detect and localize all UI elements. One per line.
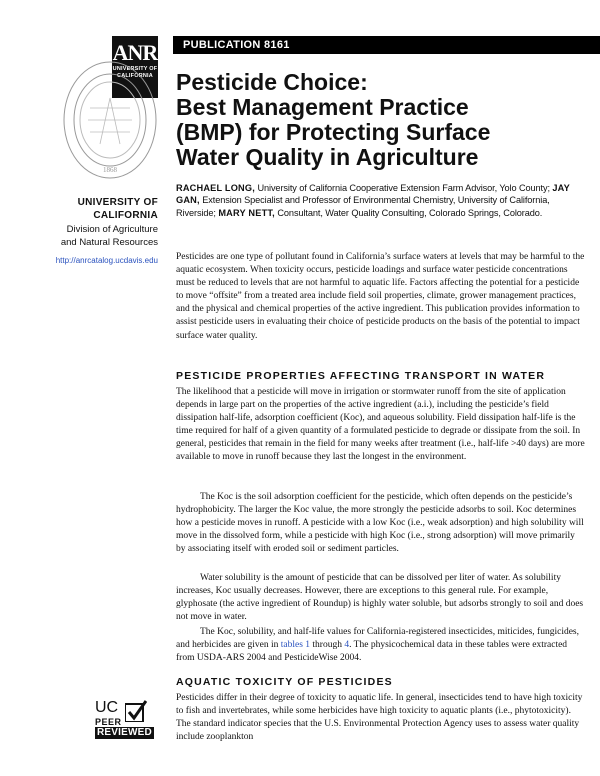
section-heading-toxicity: AQUATIC TOXICITY OF PESTICIDES xyxy=(176,676,393,688)
checkmark-icon xyxy=(125,700,147,722)
intro-paragraph: Pesticides are one type of pollutant found in California’s surface waters at levels that may be harmful to the aquatic ecosystem. When toxicity occurs, pesticide loadings and surface water pesticide concentrations must be reduced to levels that are not harmful to aquatic life. Factors affecting the potential for a pesticide to move “offsite” from a treated area include field soil properties, climate, grower management practices, and the physical and chemical properties of the active ingredient. This publication provides information to assist pesticide users in evaluating their choice of pesticide products on the basis of the potential to impact surface water quality. xyxy=(176,252,585,341)
paragraph-text: . The physicochemical data in these tables were extracted from USDA-ARS 2004 and PesticideWise 2004. xyxy=(176,640,568,664)
author-name: MARY NETT, xyxy=(218,207,275,218)
uc-peer-reviewed-badge xyxy=(95,700,165,746)
author-name: JAY GAN, xyxy=(176,183,570,206)
badge-peer: PEER xyxy=(95,717,122,727)
page-title xyxy=(176,70,586,170)
title-line: Best Management Practice xyxy=(176,94,469,120)
author-name: RACHAEL LONG, xyxy=(176,183,255,193)
logo-text: ANR xyxy=(112,40,158,65)
badge-reviewed: REVIEWED xyxy=(97,727,152,738)
publication-label: PUBLICATION 8161 xyxy=(173,36,600,54)
sidebar xyxy=(40,196,158,266)
body-paragraph xyxy=(176,626,586,665)
division-line1: Division of Agriculture xyxy=(66,224,158,235)
university-seal xyxy=(60,58,160,182)
authors-block xyxy=(176,182,586,219)
body-paragraph: Pesticides differ in their degree of toxicity to aquatic life. In general, insecticides tend to have high toxicity to fish and invertebrates, while some herbicides have high toxicity to aquatic plants (i.e., phytotoxicity). The standard indicator species that the U.S. Environmental Protection Agency uses to assess water quality include zooplankton xyxy=(176,693,583,743)
division-line2: and Natural Resources xyxy=(60,237,158,248)
logo-subtext: UNIVERSITY OF CALIFORNIA xyxy=(112,66,158,79)
body-paragraph: The likelihood that a pesticide will move in irrigation or stormwater runoff from the site of application depends in large part on the properties of the active ingredient (a.i.), including the pesticide’s field dissipation half-life, adsorption coefficient (Koc), and aqueous solubility. Field dissipation half-life is the time required for half of a given quantity of a formulated pesticide to degrade or dissipate from the soil. In general, pesticides that remain in the field for many weeks after treatment (i.e., half-life >40 days) are more available to move in runoff because they last the longest in the environment. xyxy=(176,387,585,463)
title-line: Pesticide Choice: xyxy=(176,69,368,95)
title-line: (BMP) for Protecting Surface xyxy=(176,119,491,145)
body-paragraph: The Koc is the soil adsorption coefficient for the pesticide, which often depends on the pesticide’s hydrophobicity. The larger the Koc value, the more strongly the pesticide adsorbs to soil. Koc determines how a pesticide moves in runoff. A pesticide with a low Koc (i.e., weak adsorption) and high solubility will move in the dissolved form, while a pesticide with high Koc (i.e., strong adsorption) will move primarily by associating itself with eroded soil or sediment particles. xyxy=(176,492,584,555)
author-affiliation: Consultant, Water Quality Consulting, Colorado Springs, Colorado. xyxy=(274,207,543,218)
badge-uc: UC xyxy=(95,699,119,716)
university-name-line2: CALIFORNIA xyxy=(93,210,158,221)
university-name-line1: UNIVERSITY OF xyxy=(77,197,158,208)
svg-text:1868: 1868 xyxy=(103,166,117,174)
catalog-link[interactable]: http://anrcatalog.ucdavis.edu xyxy=(55,256,158,265)
author-affiliation: Extension Specialist and Professor of Environmental Chemistry, University of California, Riverside; xyxy=(176,195,550,218)
paragraph-text: through xyxy=(310,640,345,651)
title-line: Water Quality in Agriculture xyxy=(176,144,479,170)
table-4-link[interactable]: 4 xyxy=(344,640,350,651)
paragraph-text: The Koc, solubility, and half-life values for California-registered insecticides, miticides, fungicides, and herbicides are given in xyxy=(176,627,580,651)
body-paragraph: Water solubility is the amount of pesticide that can be dissolved per liter of water. As solubility increases, Koc usually decreases. However, there are exceptions to this general rule. For example, glyphosate (the active ingredient of Roundup) is highly water soluble, but adsorbs strongly to soil and does not move in water. xyxy=(176,573,584,623)
section-heading-transport: PESTICIDE PROPERTIES AFFECTING TRANSPORT IN WATER xyxy=(176,370,546,382)
author-affiliation: University of California Cooperative Extension Farm Advisor, Yolo County; xyxy=(255,183,550,193)
tables-link[interactable]: tables 1 xyxy=(280,640,311,651)
